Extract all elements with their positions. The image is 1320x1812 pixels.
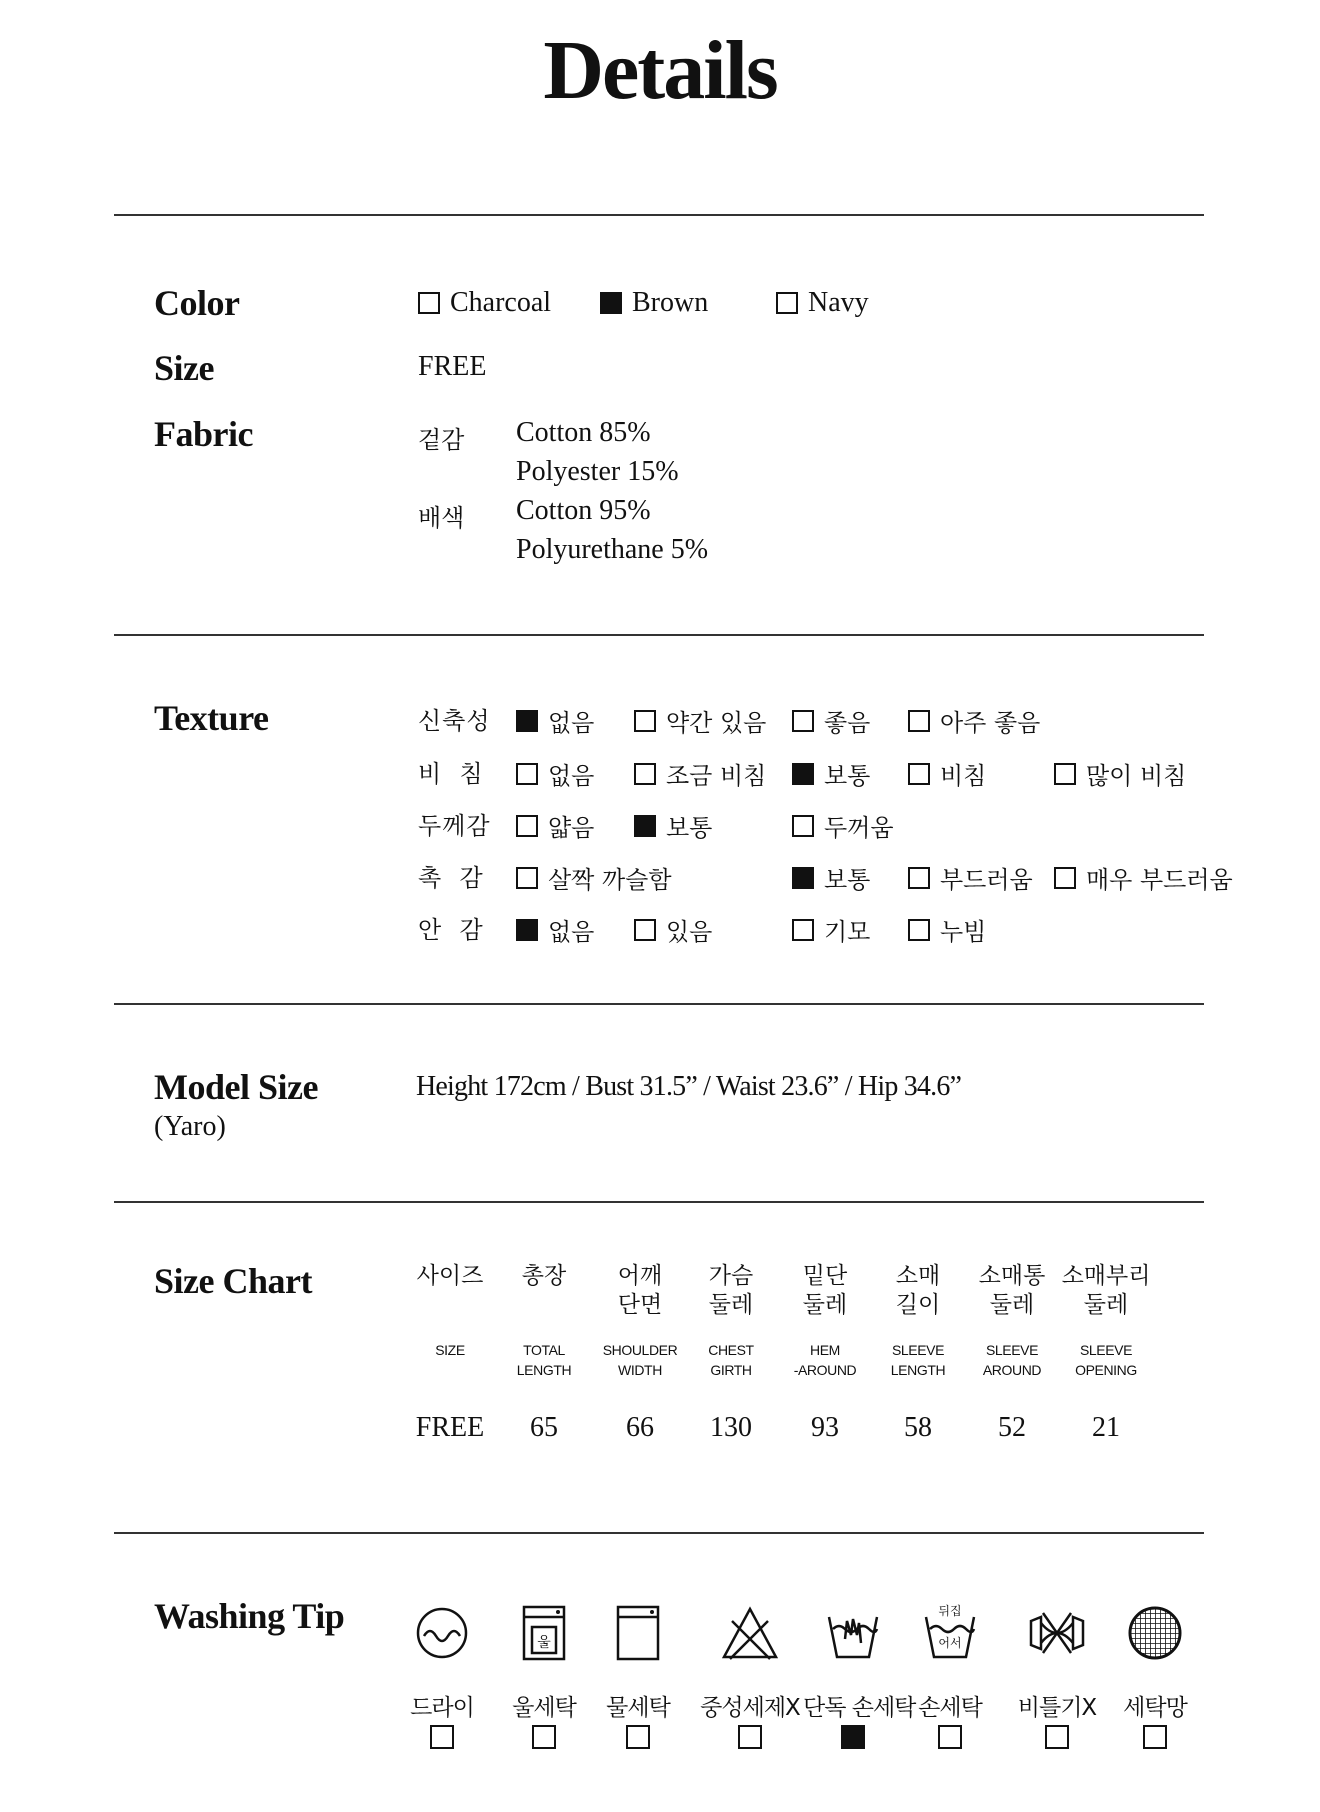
- fabric-outer-line: Polyester 15%: [516, 456, 679, 487]
- header-ko-line: 소매부리: [1061, 1263, 1151, 1289]
- washing-checkbox[interactable]: [532, 1725, 556, 1749]
- color-checkbox[interactable]: [600, 292, 622, 314]
- washing-item-label: 울세탁: [512, 1695, 576, 1721]
- texture-option[interactable]: [634, 703, 766, 738]
- no-wring-icon: [1007, 1603, 1107, 1663]
- washing-checkbox-wrap: [738, 1725, 762, 1749]
- color-checkbox[interactable]: [418, 292, 440, 314]
- texture-checkbox[interactable]: [792, 867, 814, 889]
- size-chart-value: 130: [710, 1412, 752, 1443]
- svg-text:뒤집: 뒤집: [938, 1604, 962, 1618]
- texture-checkbox[interactable]: [634, 919, 656, 941]
- washing-checkbox-wrap: [626, 1725, 650, 1749]
- divider: [114, 214, 1204, 216]
- header-en-line: TOTAL: [523, 1342, 565, 1358]
- header-ko-line: 소매통: [978, 1263, 1046, 1289]
- texture-option[interactable]: [634, 756, 766, 791]
- color-label: Color: [154, 283, 240, 323]
- washing-checkbox-wrap: [532, 1725, 556, 1749]
- texture-checkbox[interactable]: [1054, 867, 1076, 889]
- size-chart-value: 65: [530, 1412, 558, 1443]
- fabric-outer-label: 겉감: [418, 426, 465, 454]
- texture-option[interactable]: [908, 756, 986, 791]
- size-chart-value: FREE: [415, 1412, 485, 1443]
- washing-checkbox-wrap: [1045, 1725, 1069, 1749]
- texture-label: Texture: [154, 698, 269, 738]
- texture-option[interactable]: [792, 860, 870, 895]
- header-ko-line: 총장: [521, 1263, 567, 1289]
- washing-item-label: 물세탁: [606, 1695, 670, 1721]
- divider: [114, 1532, 1204, 1534]
- header-ko-line: 둘레: [708, 1292, 754, 1318]
- texture-option-label: 없음: [548, 918, 595, 946]
- washing-item-label: 드라이: [410, 1695, 474, 1721]
- washing-checkbox-wrap: [1143, 1725, 1167, 1749]
- header-ko-line: 둘레: [1083, 1292, 1129, 1318]
- washing-checkbox[interactable]: [1143, 1725, 1167, 1749]
- texture-option-label: 얇음: [548, 814, 595, 842]
- laundry-net-icon: [1105, 1603, 1205, 1663]
- washing-item: [1105, 1603, 1205, 1722]
- washing-checkbox-wrap: [841, 1725, 865, 1749]
- header-en-line: LENGTH: [890, 1362, 946, 1378]
- wool-wash-icon: [494, 1603, 594, 1663]
- header-en-line: WIDTH: [618, 1362, 662, 1378]
- size-value: FREE: [418, 351, 487, 382]
- texture-checkbox[interactable]: [634, 815, 656, 837]
- header-en-line: SLEEVE: [891, 1342, 945, 1358]
- inside-out-hand-wash-icon: [900, 1603, 1000, 1663]
- washing-item: [1007, 1603, 1107, 1722]
- texture-option-label: 두꺼움: [824, 814, 894, 842]
- header-ko-line: 어깨: [617, 1263, 663, 1289]
- washing-checkbox[interactable]: [1045, 1725, 1069, 1749]
- header-en-line: SHOULDER: [602, 1342, 678, 1358]
- texture-category: 비 침: [418, 760, 484, 788]
- washing-tip-label: Washing Tip: [154, 1596, 345, 1636]
- texture-checkbox[interactable]: [792, 763, 814, 785]
- texture-checkbox[interactable]: [908, 867, 930, 889]
- texture-option-label: 부드러움: [940, 866, 1033, 894]
- texture-checkbox[interactable]: [516, 763, 538, 785]
- washing-checkbox-wrap: [938, 1725, 962, 1749]
- texture-option[interactable]: [792, 756, 870, 791]
- separate-hand-wash-icon: [803, 1603, 903, 1663]
- texture-option[interactable]: [792, 912, 870, 947]
- size-chart-column: [1051, 1262, 1161, 1444]
- fabric-contrast-line: Polyurethane 5%: [516, 534, 709, 565]
- texture-option-label: 없음: [548, 762, 595, 790]
- header-en-line: -AROUND: [793, 1362, 857, 1378]
- size-chart-value: 21: [1092, 1412, 1120, 1443]
- texture-option[interactable]: [634, 808, 712, 843]
- washing-item-label: 세탁망: [1123, 1695, 1187, 1721]
- color-option-label: Brown: [632, 287, 709, 318]
- texture-option[interactable]: [516, 756, 594, 791]
- texture-option[interactable]: [516, 703, 594, 738]
- texture-checkbox[interactable]: [634, 763, 656, 785]
- washing-item: [392, 1603, 492, 1722]
- texture-checkbox[interactable]: [792, 710, 814, 732]
- washing-item: [803, 1603, 916, 1722]
- header-en-line: AROUND: [982, 1362, 1042, 1378]
- size-chart-header-en: [1051, 1340, 1161, 1380]
- texture-option-label: 많이 비침: [1086, 762, 1187, 790]
- fabric-contrast-line: Cotton 95%: [516, 495, 651, 526]
- header-en-line: HEM: [810, 1342, 840, 1358]
- no-neutral-detergent-icon: [700, 1603, 800, 1663]
- texture-category: 두께감: [418, 812, 491, 840]
- fabric-label: Fabric: [154, 414, 253, 454]
- texture-option-label: 있음: [666, 918, 713, 946]
- model-measurements: Height 172cm / Bust 31.5” / Waist 23.6” / Hip 34.6”: [416, 1071, 962, 1102]
- size-chart-label: Size Chart: [154, 1261, 312, 1301]
- texture-option[interactable]: [516, 912, 594, 947]
- model-name: (Yaro): [154, 1111, 226, 1142]
- texture-option-label: 약간 있음: [666, 709, 767, 737]
- texture-option[interactable]: [1054, 860, 1233, 895]
- washing-item: [900, 1603, 1000, 1722]
- washing-item-label: 중성세제X: [700, 1695, 800, 1721]
- svg-text:울: 울: [537, 1635, 551, 1651]
- texture-option-label: 누빔: [940, 918, 987, 946]
- texture-checkbox[interactable]: [516, 815, 538, 837]
- dry-clean-icon: [392, 1603, 492, 1663]
- header-en-line: CHEST: [708, 1342, 754, 1358]
- model-size-label: Model Size: [154, 1067, 318, 1107]
- texture-option[interactable]: [908, 860, 1033, 895]
- header-en-line: LENGTH: [516, 1362, 572, 1378]
- size-chart-header-en: [489, 1340, 599, 1380]
- texture-option[interactable]: [908, 703, 1040, 738]
- svg-text:어서: 어서: [938, 1636, 962, 1650]
- header-ko-line: 길이: [895, 1292, 941, 1318]
- texture-option-label: 보통: [824, 866, 871, 894]
- texture-option[interactable]: [634, 912, 712, 947]
- washing-item-label: 비틀기X: [1017, 1695, 1097, 1721]
- texture-option[interactable]: [792, 703, 870, 738]
- color-option-label: Navy: [808, 287, 869, 318]
- texture-option-label: 없음: [548, 709, 595, 737]
- texture-checkbox[interactable]: [516, 919, 538, 941]
- water-wash-icon: [588, 1603, 688, 1663]
- texture-category: 촉 감: [418, 864, 484, 892]
- divider: [114, 634, 1204, 636]
- fabric-outer-line: Cotton 85%: [516, 417, 651, 448]
- texture-checkbox[interactable]: [908, 919, 930, 941]
- texture-checkbox[interactable]: [908, 710, 930, 732]
- divider: [114, 1003, 1204, 1005]
- texture-checkbox[interactable]: [792, 815, 814, 837]
- texture-option-label: 아주 좋음: [940, 709, 1041, 737]
- texture-option-label: 조금 비침: [666, 762, 767, 790]
- header-ko-line: 가슴: [708, 1263, 754, 1289]
- color-option[interactable]: [600, 287, 708, 319]
- texture-option[interactable]: [908, 912, 986, 947]
- texture-option[interactable]: [792, 808, 894, 843]
- washing-item: [588, 1603, 688, 1722]
- texture-option-label: 살짝 까슬함: [548, 866, 672, 894]
- divider: [114, 1201, 1204, 1203]
- header-ko-line: 단면: [617, 1292, 663, 1318]
- size-chart-header-ko: [1051, 1262, 1161, 1320]
- texture-option-label: 좋음: [824, 709, 871, 737]
- header-ko-line: 소매: [895, 1263, 941, 1289]
- header-ko-line: 둘레: [989, 1292, 1035, 1318]
- texture-option[interactable]: [1054, 756, 1186, 791]
- header-ko-line: 사이즈: [416, 1263, 484, 1289]
- texture-option-label: 보통: [824, 762, 871, 790]
- texture-checkbox[interactable]: [792, 919, 814, 941]
- texture-checkbox[interactable]: [634, 710, 656, 732]
- texture-option-label: 매우 부드러움: [1086, 866, 1233, 894]
- texture-option-label: 보통: [666, 814, 713, 842]
- header-ko-line: 밑단: [802, 1263, 848, 1289]
- texture-option-label: 기모: [824, 918, 871, 946]
- page-title: Details: [543, 24, 777, 117]
- washing-item-label: 단독 손세탁: [803, 1695, 916, 1721]
- texture-option-label: 비침: [940, 762, 987, 790]
- fabric-contrast-label: 배색: [418, 504, 465, 532]
- header-en-line: SLEEVE: [985, 1342, 1039, 1358]
- header-en-line: SIZE: [435, 1342, 465, 1358]
- size-chart-value: 93: [811, 1412, 839, 1443]
- header-ko-line: 둘레: [802, 1292, 848, 1318]
- washing-checkbox[interactable]: [626, 1725, 650, 1749]
- washing-item: [494, 1603, 594, 1722]
- washing-item-label: 손세탁: [918, 1695, 982, 1721]
- size-chart-value: 58: [904, 1412, 932, 1443]
- texture-category: 신축성: [418, 707, 491, 735]
- texture-option[interactable]: [516, 808, 594, 843]
- washing-checkbox[interactable]: [430, 1725, 454, 1749]
- header-en-line: GIRTH: [710, 1362, 752, 1378]
- size-chart-value: 52: [998, 1412, 1026, 1443]
- header-en-line: OPENING: [1075, 1362, 1137, 1378]
- washing-item: [700, 1603, 800, 1722]
- texture-category: 안 감: [418, 916, 484, 944]
- texture-checkbox[interactable]: [908, 763, 930, 785]
- size-chart-value: 66: [626, 1412, 654, 1443]
- washing-checkbox[interactable]: [738, 1725, 762, 1749]
- texture-checkbox[interactable]: [1054, 763, 1076, 785]
- size-label: Size: [154, 348, 214, 388]
- washing-checkbox-wrap: [430, 1725, 454, 1749]
- color-checkbox[interactable]: [776, 292, 798, 314]
- color-option[interactable]: [776, 287, 869, 319]
- washing-checkbox[interactable]: [938, 1725, 962, 1749]
- size-chart-header-ko: [489, 1262, 599, 1320]
- texture-option[interactable]: [516, 860, 672, 895]
- texture-checkbox[interactable]: [516, 710, 538, 732]
- color-option[interactable]: [418, 287, 551, 319]
- color-option-label: Charcoal: [450, 287, 552, 318]
- texture-checkbox[interactable]: [516, 867, 538, 889]
- size-chart-column: [489, 1262, 599, 1444]
- header-en-line: SLEEVE: [1079, 1342, 1133, 1358]
- washing-checkbox[interactable]: [841, 1725, 865, 1749]
